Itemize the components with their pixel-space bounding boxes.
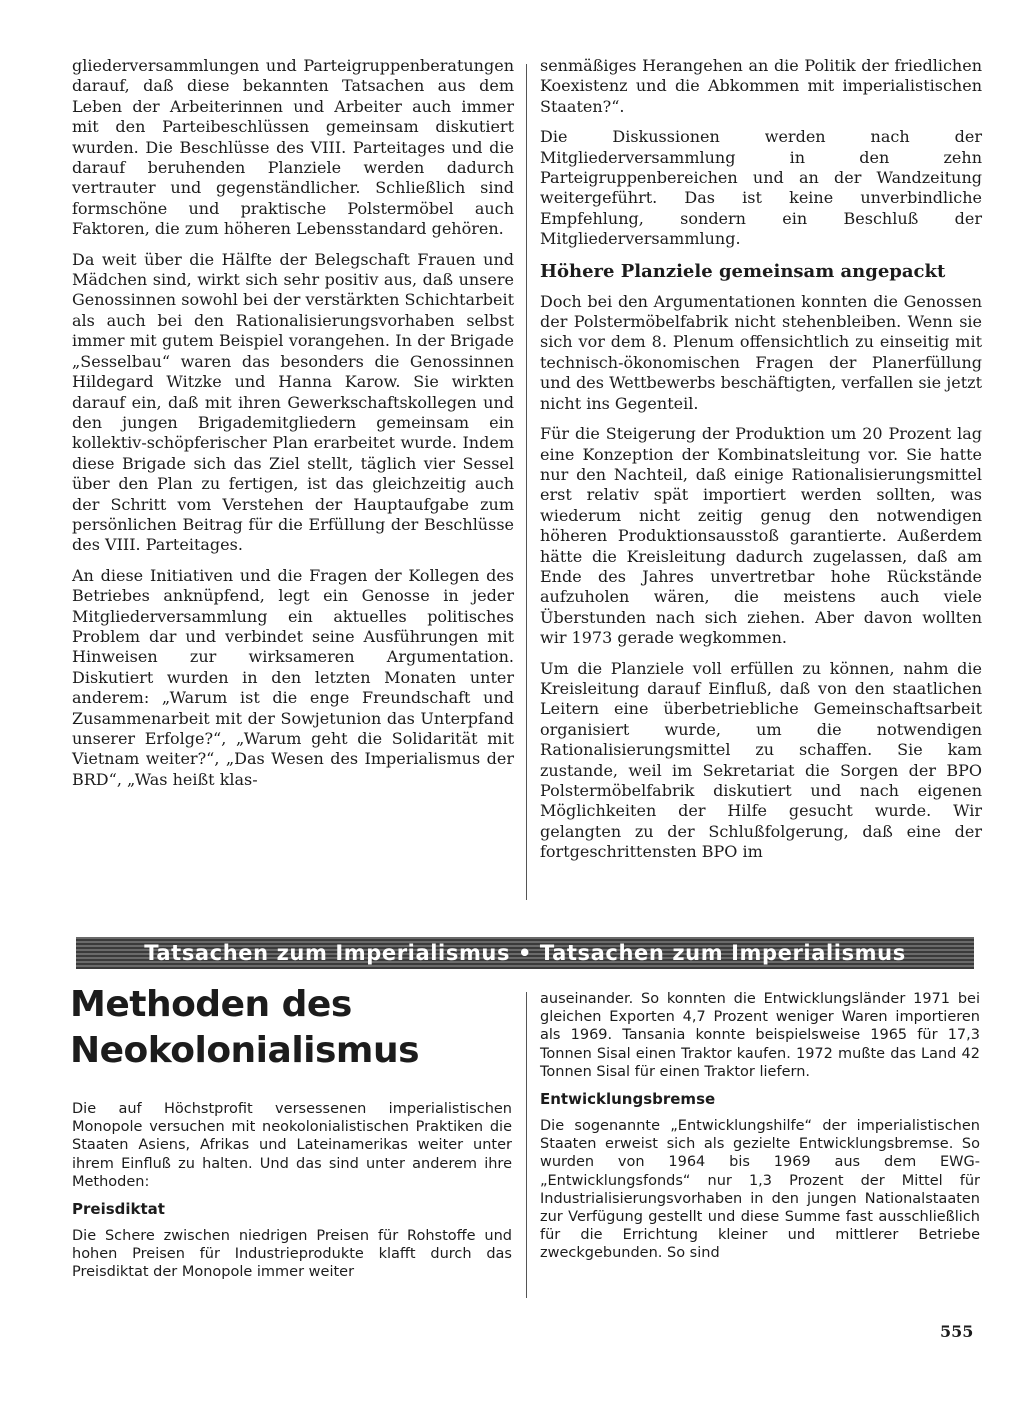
upper-left-paragraph-2: Da weit über die Hälfte der Belegschaft Frauen und Mädchen sind, wirkt sich sehr positiv aus, daß unsere Genossinnen sowohl bei der verstärkten Schichtarbeit als auch bei den Rationalisierungsvorhaben selbst immer mit gutem Beispiel vorangehen. In der Brigade „Sesselbau“ waren das besonders die Genossinnen Hildegard Witzke und Hanna Karow. Sie wirkten darauf ein, daß mit ihren Gewerkschaftskollegen und den jungen Brigademitgliedern gemeinsam ein kollektiv-schöpferischer Plan erarbeitet wurde. Indem diese Brigade sich das Ziel stellt, täglich vier Sessel über den Plan zu fertigen, ist das gleichzeitig auch der Schritt vom Verstehen der Hauptaufgabe zum persönlichen Beitrag für die Erfüllung der Beschlüsse des VIII. Parteitages. <box>72 249 514 555</box>
page-number: 555 <box>940 1322 974 1341</box>
upper-left-column <box>72 56 514 800</box>
article-intro: Die auf Höchstprofit versessenen imperialistischen Monopole versuchen mit neokolonialistischen Praktiken die Staaten Asiens, Afrikas und Lateinamerikas weiter unter ihrem Einfluß zu halten. Und das sind unter anderem ihre Methoden: <box>72 1101 512 1190</box>
section-heading-planziele: Höhere Planziele gemeinsam angepackt <box>540 260 946 282</box>
subheading-preisdiktat: Preisdiktat <box>72 1200 165 1219</box>
upper-right-paragraph-3: Doch bei den Argumentationen konnten die Genossen der Polstermöbelfabrik nicht stehenbleiben. Wenn sie sich vor dem 8. Plenum offensichtlich zu einseitig mit technisch-ökonomischen Fragen der Planerfüllung und des Wettbewerbs beschäftigten, verfallen sie jetzt nicht ins Gegenteil. <box>540 291 982 413</box>
upper-right-paragraph-2: Die Diskussionen werden nach der Mitgliederversammlung in den zehn Parteigruppenbereichen und an der Wandzeitung weitergeführt. Das ist keine unverbindliche Empfehlung, sondern ein Beschluß der Mitgliederversammlung. <box>540 127 982 249</box>
column-divider-upper <box>526 64 527 900</box>
article-paragraph-entwicklungsbremse: Die sogenannte „Entwicklungshilfe“ der imperialistischen Staaten erweist sich als gezielte Entwicklungsbremse. So wurden von 1964 bis 1969 aus dem EWG-„Entwicklungsfonds“ nur 1,3 Prozent der Mittel für Industrialisierungsvorhaben in den jungen Nationalstaaten zur Verfügung gestellt und diese Summe fast ausschließlich für die Errichtung kleiner und mittlerer Betriebe zweckgebunden. So sind <box>540 1118 980 1262</box>
article-paragraph-preisdiktat: Die Schere zwischen niedrigen Preisen für Rohstoffe und hohen Preisen für Industrieprodukte klafft durch das Preisdiktat der Monopole immer weiter <box>72 1228 512 1281</box>
article-right-column <box>540 990 980 1271</box>
article-title: Methoden des Neokolonialismus <box>70 984 419 1071</box>
upper-right-paragraph-4: Für die Steigerung der Produktion um 20 Prozent lag eine Konzeption der Kombinatsleitung vor. Sie hatte nur den Nachteil, daß einige Rationalisierungsmittel erst relativ spät importiert werden sollten, was wiederum nicht zeitig genug den notwendigen höheren Produktionsausstoß garantierte. Außerdem hätte die Kreisleitung dadurch zugelassen, daß am Ende des Jahres unvertretbar hohe Rückstände aufzuholen wären, die meistens auch viele Überstunden nach sich ziehen. Aber davon wollten wir 1973 gerade wegkommen. <box>540 424 982 648</box>
article-paragraph-continued: auseinander. So konnten die Entwicklungsländer 1971 bei gleichen Exporten 4,7 Prozent weniger Waren importieren als 1969. Tansania konnte beispielsweise 1965 für 17,3 Tonnen Sisal einen Traktor kaufen. 1972 mußte das Land 42 Tonnen Sisal für einen Traktor liefern. <box>540 991 980 1080</box>
upper-left-paragraph-1: gliederversammlungen und Parteigruppenberatungen darauf, daß diese bekannten Tatsachen aus dem Leben der Arbeiterinnen und Arbeiter auch immer mit den Parteibeschlüssen gemeinsam diskutiert wurden. Die Beschlüsse des VIII. Parteitages und die darauf beruhenden Planziele werden dadurch vertrauter und gegenständlicher. Schließlich sind formschöne und praktische Polstermöbel auch Faktoren, die zum höheren Lebensstandard gehören. <box>72 56 514 239</box>
imperialism-facts-banner: Tatsachen zum Imperialismus • Tatsachen zum Imperialismus <box>76 937 974 969</box>
upper-right-column <box>540 56 982 873</box>
column-divider-lower <box>526 992 527 1298</box>
upper-right-paragraph-1: senmäßiges Herangehen an die Politik der friedlichen Koexistenz und die Abkommen mit imperialistischen Staaten?“. <box>540 56 982 116</box>
upper-left-paragraph-3: An diese Initiativen und die Fragen der Kollegen des Betriebes anknüpfend, legt ein Genosse in jeder Mitgliederversammlung ein aktuelles politisches Problem dar und verbindet seine Ausführungen mit Hinweisen zur wirksameren Argumentation. Diskutiert wurden in den letzten Monaten unter anderem: „Warum ist die enge Freundschaft und Zusammenarbeit mit der Sowjetunion das Unterpfand unserer Erfolge?“, „Warum geht die Solidarität mit Vietnam weiter?“, „Das Wesen des Imperialismus der BRD“, „Was heißt klas- <box>72 565 514 789</box>
subheading-entwicklungsbremse: Entwicklungsbremse <box>540 1090 716 1109</box>
article-left-column <box>72 1100 512 1290</box>
upper-right-paragraph-5: Um die Planziele voll erfüllen zu können, nahm die Kreisleitung darauf Einfluß, daß von den staatlichen Leitern eine überbetriebliche Gemeinschaftsarbeit organisiert wurde, um die notwendigen Rationalisierungsmittel zu schaffen. Sie kam zustande, weil im Sekretariat die Sorgen der BPO Polstermöbelfabrik diskutiert und nach eigenen Möglichkeiten der Hilfe gesucht wurde. Wir gelangten zu der Schlußfolgerung, daß eine der fortgeschrittensten BPO im <box>540 658 982 862</box>
